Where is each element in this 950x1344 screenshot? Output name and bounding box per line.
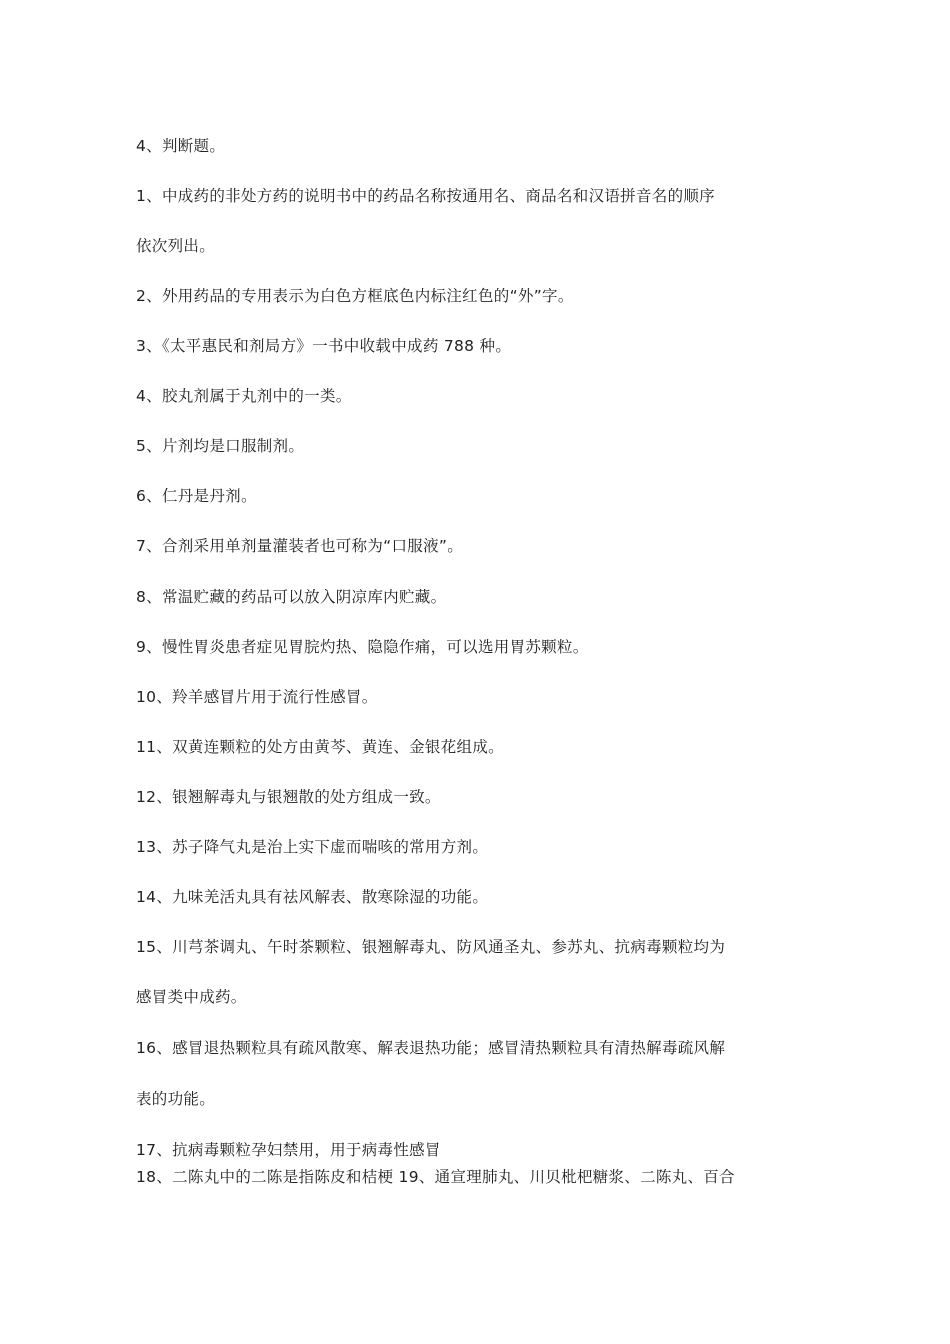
question-11: 11、双黄连颗粒的处方由黄芩、黄连、金银花组成。: [136, 738, 504, 756]
question-5: 5、片剂均是口服制剂。: [136, 437, 305, 455]
question-15-line-1: 15、川芎茶调丸、午时茶颗粒、银翘解毒丸、防风通圣丸、参苏丸、抗病毒颗粒均为: [136, 938, 726, 956]
question-9: 9、慢性胃炎患者症见胃脘灼热、隐隐作痛，可以选用胃苏颗粒。: [136, 638, 589, 656]
question-8: 8、常温贮藏的药品可以放入阴凉库内贮藏。: [136, 588, 447, 606]
question-2: 2、外用药品的专用表示为白色方框底色内标注红色的“外”字。: [136, 287, 574, 305]
section-heading: 4、判断题。: [136, 137, 226, 155]
question-18-19: 18、二陈丸中的二陈是指陈皮和桔梗 19、通宣理肺丸、川贝枇杷糖浆、二陈丸、百合: [136, 1168, 735, 1186]
question-15-line-2: 感冒类中成药。: [136, 988, 247, 1006]
question-16-line-1: 16、感冒退热颗粒具有疏风散寒、解表退热功能；感冒清热颗粒具有清热解毒疏风解: [136, 1039, 726, 1057]
question-12: 12、银翘解毒丸与银翘散的处方组成一致。: [136, 788, 441, 806]
question-16-line-2: 表的功能。: [136, 1090, 216, 1108]
question-14: 14、九味羌活丸具有祛风解表、散寒除湿的功能。: [136, 888, 489, 906]
question-4: 4、胶丸剂属于丸剂中的一类。: [136, 387, 352, 405]
question-1-line-2: 依次列出。: [136, 237, 216, 255]
question-13: 13、苏子降气丸是治上实下虚而喘咳的常用方剂。: [136, 838, 489, 856]
question-6: 6、仁丹是丹剂。: [136, 487, 257, 505]
question-1-line-1: 1、中成药的非处方药的说明书中的药品名称按通用名、商品名和汉语拼音名的顺序: [136, 187, 715, 205]
question-3: 3、《太平惠民和剂局方》一书中收载中成药 788 种。: [136, 337, 512, 355]
question-7: 7、合剂采用单剂量灌装者也可称为“口服液”。: [136, 537, 464, 555]
question-17: 17、抗病毒颗粒孕妇禁用，用于病毒性感冒: [136, 1141, 441, 1159]
question-10: 10、羚羊感冒片用于流行性感冒。: [136, 688, 378, 706]
